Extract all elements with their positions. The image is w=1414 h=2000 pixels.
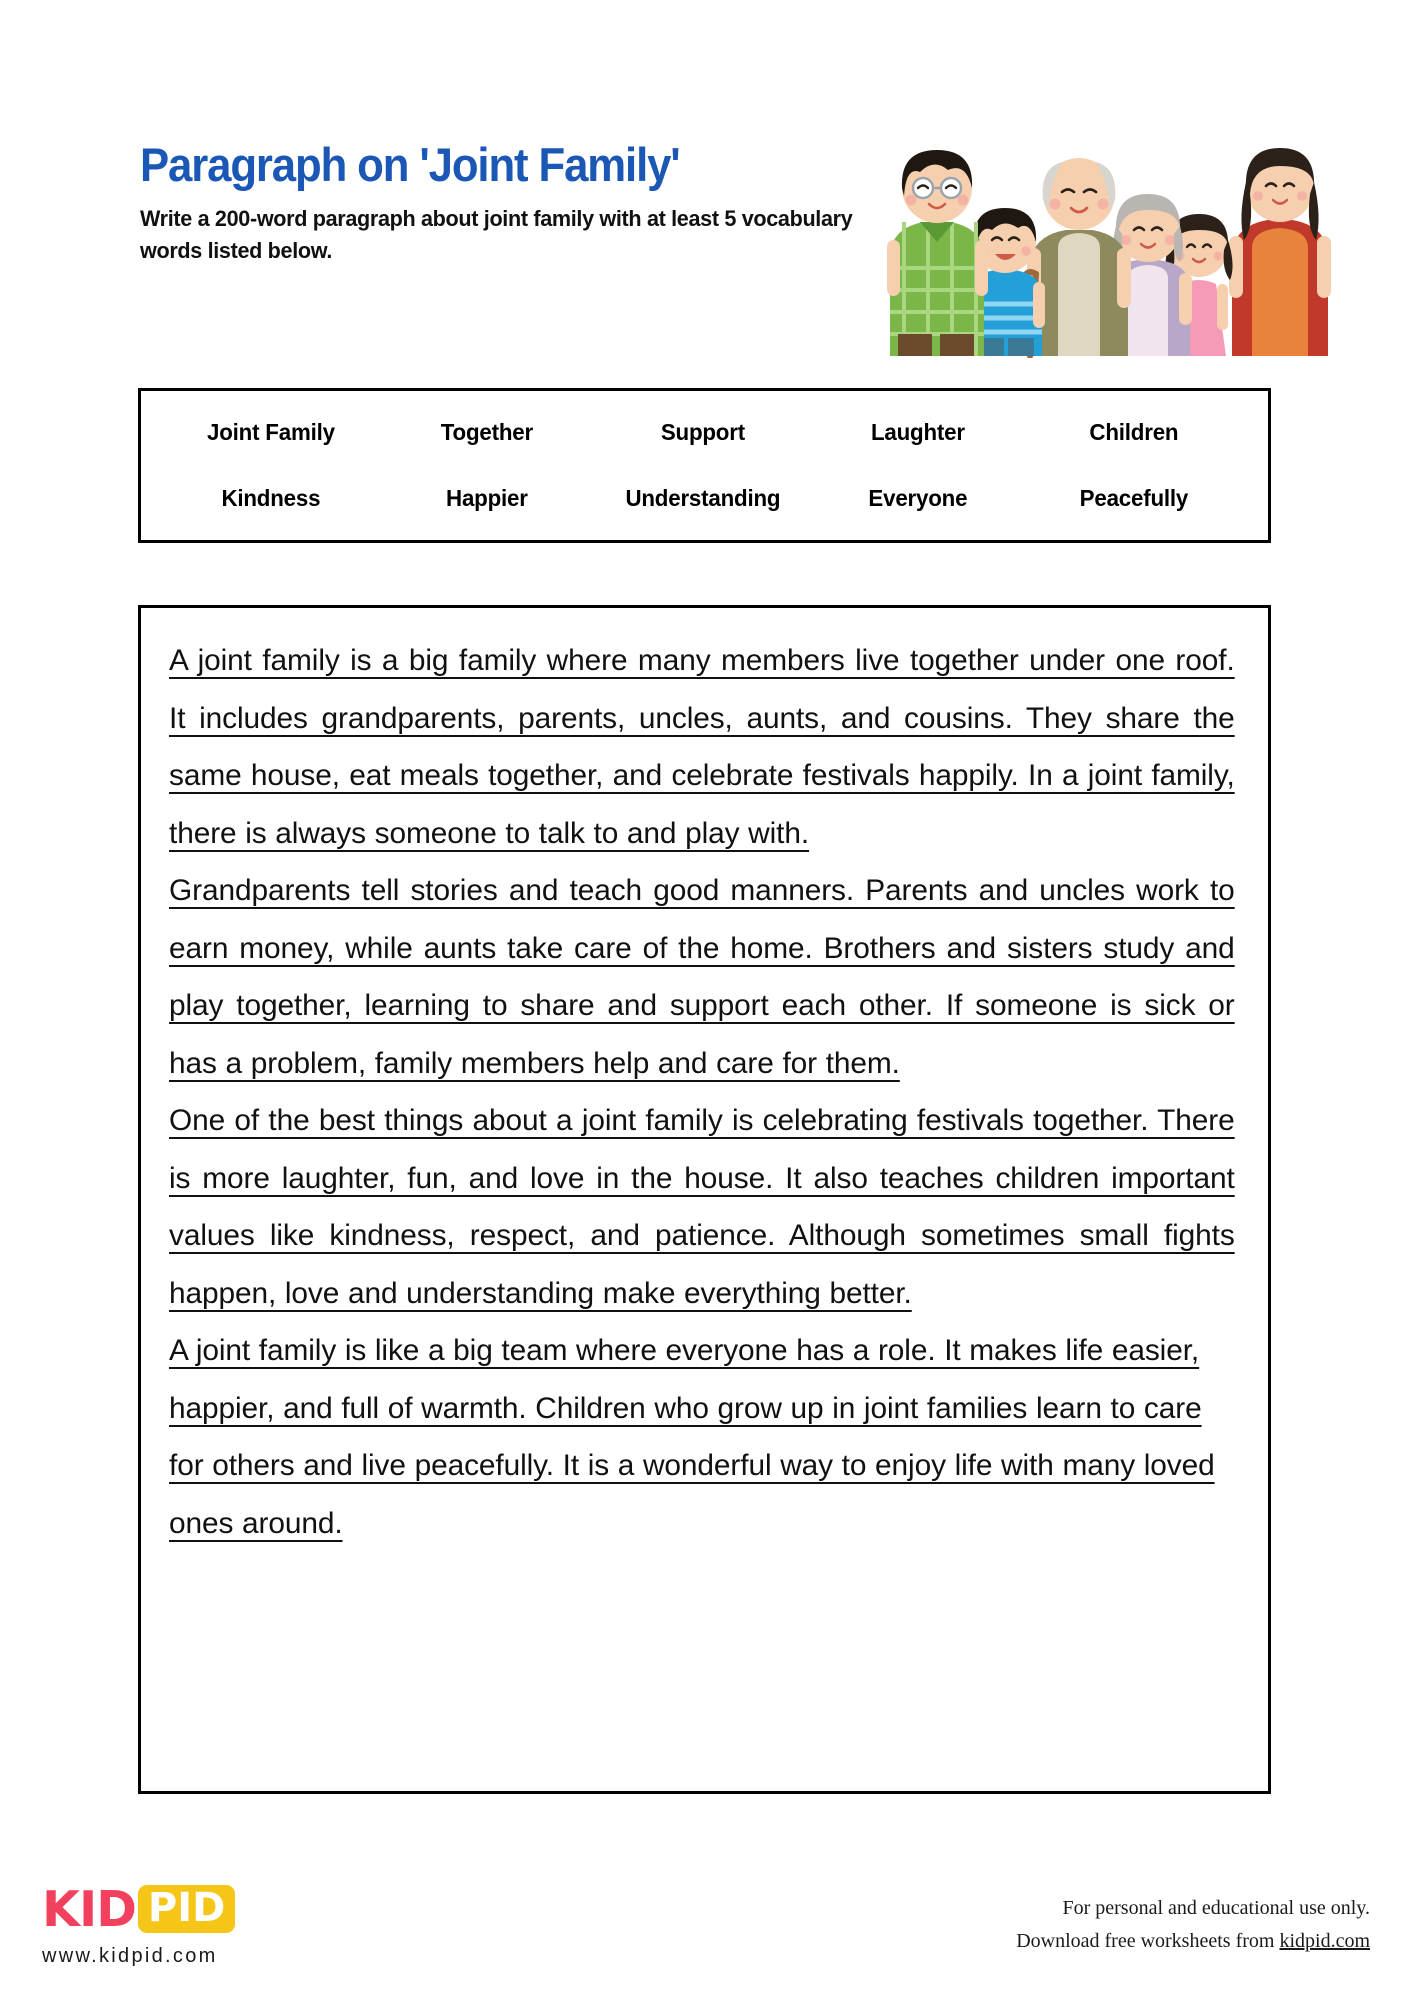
page-footer (0, 1868, 1414, 2000)
vocabulary-word: Joint Family (206, 418, 335, 445)
logo-website-url[interactable]: www.kidpid.com (42, 1945, 218, 1967)
vocabulary-word: Together (440, 418, 533, 445)
kidpid-branding[interactable] (42, 1882, 235, 1968)
vocabulary-word-bank (138, 388, 1271, 543)
kidpid-logo[interactable] (42, 1882, 235, 1936)
paragraph-block: A joint family is like a big team where everyone has a role. It makes life easier, happier, and full of warmth. Children who grow up in joint families learn to care for others and live peacefully. It is a wonderful way to enjoy life with many loved ones around. (169, 1334, 1215, 1540)
joint-family-illustration (880, 108, 1350, 358)
vocabulary-word: Peacefully (1079, 485, 1189, 512)
paragraph-block: A joint family is a big family where many members live together under one roof. It includes grandparents, parents, uncles, aunts, and cousins. They share the same house, eat meals together, and celebrate festivals happily. In a joint family, there is always someone to talk to and play with. (169, 644, 1235, 850)
father-figure (887, 150, 988, 356)
paragraph-answer-box[interactable] (138, 605, 1271, 1794)
paragraph-block: Grandparents tell stories and teach good manners. Parents and uncles work to earn money, while aunts take care of the home. Brothers and sisters study and play together, learning to share and support each other. If someone is sick or has a problem, family members help and care for them. (169, 874, 1235, 1080)
page-title: Paragraph on 'Joint Family' (140, 138, 680, 191)
footer-usage-notice (1016, 1892, 1370, 1958)
vocabulary-word: Happier (445, 485, 528, 512)
vocabulary-row-2 (163, 466, 1242, 533)
vocabulary-row-1 (163, 399, 1242, 466)
vocabulary-word: Kindness (221, 485, 321, 512)
vocabulary-word: Everyone (868, 485, 968, 512)
vocabulary-word: Laughter (871, 418, 966, 445)
logo-pid-text: PID (138, 1885, 235, 1933)
footer-notice-prefix: Download free worksheets from (1016, 1930, 1280, 1952)
vocabulary-word: Understanding (625, 485, 780, 512)
logo-kid-text: KID (42, 1880, 136, 1938)
kidpid-link[interactable]: kidpid.com (1279, 1930, 1370, 1952)
vocabulary-word: Support (660, 418, 745, 445)
vocabulary-word: Children (1089, 418, 1179, 445)
worksheet-instructions: Write a 200-word paragraph about joint family with at least 5 vocabulary words listed below. (140, 206, 853, 264)
paragraph-block: One of the best things about a joint family is celebrating festivals together. There is more laughter, fun, and love in the house. It also teaches children important values like kindness, respect, and patience. Although sometimes small fights happen, love and understanding make everything better. (169, 1104, 1235, 1310)
mother-figure (1229, 148, 1331, 356)
footer-notice-line-1: For personal and educational use only. (1062, 1897, 1370, 1919)
footer-notice-line-2 (1016, 1925, 1370, 1958)
worksheet-header (140, 140, 910, 267)
